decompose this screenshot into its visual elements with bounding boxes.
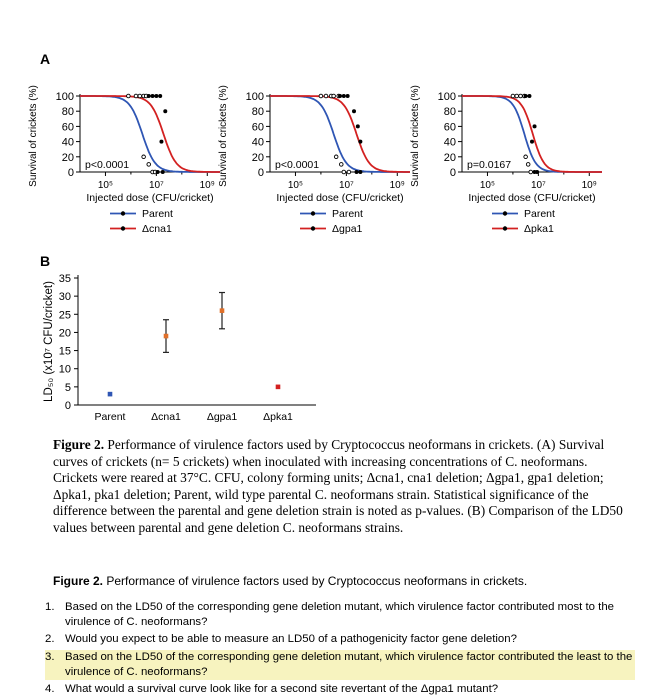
data-point-parent [524,155,528,159]
y-tick-label: 80 [443,106,456,119]
y-tick-label: 20 [58,327,71,340]
y-tick-label: 20 [251,151,264,164]
data-point-parent [142,155,146,159]
x-tick-label: 10⁷ [530,180,546,191]
x-tick-label: 10⁹ [389,180,405,191]
data-point-mutant [352,109,356,113]
data-point-mutant [151,94,155,98]
legend-marker [311,226,315,230]
y-tick-label: 100 [245,91,264,103]
y-axis-label: Survival of crickets (%) [218,85,229,187]
x-tick-label: 10⁹ [581,180,597,191]
data-point-parent [529,170,533,174]
x-tick-label: 10⁷ [148,180,164,191]
y-tick-label: 5 [64,381,71,394]
y-tick-label: 60 [61,121,74,134]
ld50-point [276,385,281,390]
data-point-mutant [163,109,167,113]
data-point-mutant [342,94,346,98]
y-tick-label: 0 [64,400,71,412]
data-point-mutant [338,94,342,98]
data-point-mutant [535,170,539,174]
x-category-label: Δgpa1 [206,411,238,423]
y-tick-label: 40 [443,136,456,149]
data-point-mutant [346,94,350,98]
x-axis-label: Injected dose (CFU/cricket) [276,192,404,204]
question-text: What would a survival curve look like for a second site revertant of the Δgpa1 mutant? [65,683,499,696]
question-title-text: Performance of virulence factors used by Cryptococcus neoformans in crickets. [103,574,528,588]
y-axis-label: Survival of crickets (%) [410,85,421,187]
data-point-parent [334,155,338,159]
data-point-parent [339,163,343,167]
question-number: 4. [45,683,55,696]
data-point-mutant [533,124,537,128]
legend-label: Δpka1 [524,223,554,235]
data-point-parent [319,94,323,98]
data-point-mutant [147,94,151,98]
question-list [45,600,635,699]
y-tick-label: 80 [251,106,264,119]
data-point-mutant [524,94,528,98]
data-point-mutant [527,94,531,98]
x-tick-label: 10⁷ [338,180,354,191]
data-point-parent [347,170,351,174]
data-point-mutant [161,170,165,174]
y-tick-label: 10 [58,363,71,376]
y-tick-label: 40 [61,136,74,149]
data-point-parent [526,163,530,167]
data-point-parent [519,94,523,98]
legend-marker [311,211,315,215]
legend-label: Parent [332,208,363,220]
question-number: 3. [45,650,55,663]
data-point-mutant [156,170,160,174]
survival-panel-a3 [410,85,602,235]
data-point-parent [127,94,131,98]
legend-marker [121,226,125,230]
x-tick-label: 10⁵ [479,180,496,191]
x-tick-label: 10⁵ [287,180,304,191]
x-axis-label: Injected dose (CFU/cricket) [468,192,596,204]
y-tick-label: 40 [251,136,264,149]
ld50-point [220,308,225,313]
question-text: Based on the LD50 of the corresponding gene deletion mutant, which virulence factor contributed the least to the virulence of C. neoformans? [65,650,633,678]
data-point-mutant [530,140,534,144]
question-text: Based on the LD50 of the corresponding gene deletion mutant, which virulence factor contributed most to the virulence of C. neoformans? [65,601,614,629]
question-number: 1. [45,601,55,613]
panel-a-label: A [40,51,51,67]
y-tick-label: 20 [61,151,74,164]
legend-label: Parent [524,208,555,220]
data-point-parent [511,94,515,98]
data-point-parent [332,94,336,98]
y-tick-label: 25 [58,309,71,322]
question-number: 2. [45,633,55,646]
x-tick-label: 10⁵ [97,180,114,191]
y-tick-label: 0 [257,167,264,179]
legend-label: Δgpa1 [332,223,363,235]
survival-panel-a2 [218,85,410,235]
legend-label: Δcna1 [142,223,172,235]
data-point-mutant [158,94,162,98]
legend-marker [503,226,507,230]
data-point-parent [134,94,138,98]
data-point-mutant [154,94,158,98]
survival-panel-a1 [28,85,220,235]
data-point-mutant [358,170,362,174]
data-point-mutant [358,140,362,144]
y-tick-label: 15 [58,345,71,358]
legend-marker [121,211,125,215]
figure-caption [53,437,623,537]
y-tick-label: 100 [437,91,456,103]
y-tick-label: 30 [58,291,71,304]
data-point-parent [324,94,328,98]
question-item [45,600,635,630]
data-point-parent [342,170,346,174]
question-item-highlighted [45,650,635,680]
legend-label: Parent [142,208,173,220]
data-point-parent [147,163,151,167]
caption-text: Performance of virulence factors used by Cryptococcus neoformans in crickets. (A) Survival curves of crickets (n= 5 crickets) when inoculated with increasing concentrations of C. neoformans. Crickets were reared at 37°C. CFU, colony forming units; Δcna1, cna1 deletion; Δgpa1, gpa1 deletion; Δpka1, pka1 deletion; Parent, wild type parental C. neoformans strain. Statistical significance of the difference between the parental and gene deletion strain is noted as p-values. (B) Comparison of the LD50 values between parental and gene deletion C. neoformans strains. [53,437,623,535]
x-category-label: Δcna1 [151,411,181,423]
p-value: p=0.0167 [467,159,512,171]
y-tick-label: 0 [449,167,456,179]
data-point-parent [515,94,519,98]
ld50-point [108,392,113,397]
legend-marker [503,211,507,215]
y-tick-label: 35 [58,273,71,285]
ld50-point [164,334,169,339]
x-tick-label: 10⁹ [199,180,215,191]
data-point-mutant [355,170,359,174]
y-tick-label: 60 [443,121,456,134]
data-point-parent [138,94,142,98]
x-axis-label: Injected dose (CFU/cricket) [86,192,214,204]
y-axis-label: LD₅₀ (x10⁷ CFU/cricket) [43,281,55,402]
p-value: p<0.0001 [275,159,320,171]
question-item [45,632,635,647]
caption-label: Figure 2. [53,437,105,452]
question-text: Would you expect to be able to measure an LD50 of a pathogenicity factor gene deletion? [65,633,517,646]
question-title-label: Figure 2. [53,574,104,588]
y-tick-label: 100 [55,91,74,103]
y-tick-label: 0 [67,167,74,179]
panel-b-label: B [40,253,51,269]
data-point-mutant [159,140,163,144]
y-tick-label: 80 [61,106,74,119]
y-tick-label: 60 [251,121,264,134]
x-category-label: Parent [94,411,126,423]
y-axis-label: Survival of crickets (%) [28,85,39,187]
y-tick-label: 20 [443,151,456,164]
question-item [45,682,635,697]
data-point-mutant [356,124,360,128]
p-value: p<0.0001 [85,159,130,171]
question-block-title [53,574,527,588]
x-category-label: Δpka1 [263,411,293,423]
